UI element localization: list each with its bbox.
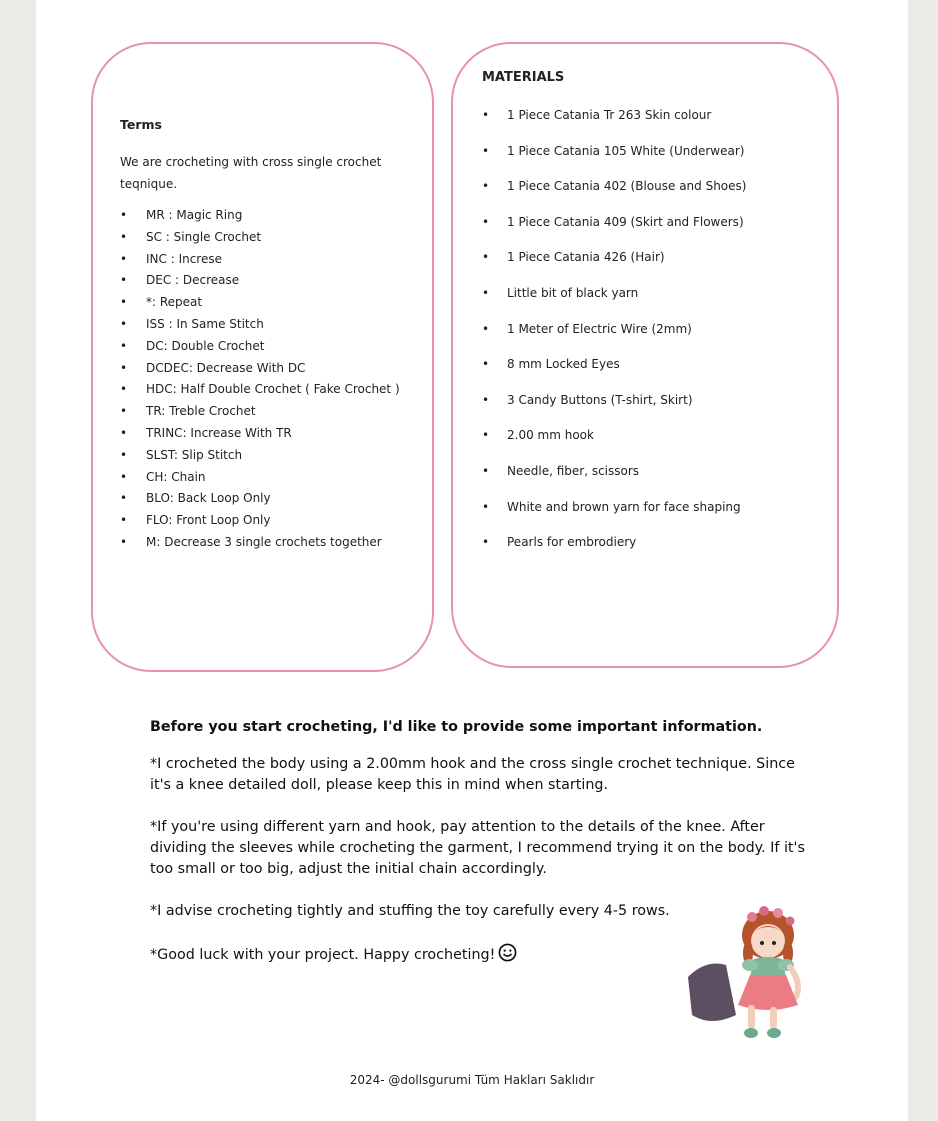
materials-item: • Needle, fiber, scissors [482, 460, 746, 496]
terms-item: • SLST: Slip Stitch [120, 444, 400, 466]
terms-title: Terms [120, 117, 162, 132]
materials-item: • 1 Meter of Electric Wire (2mm) [482, 318, 746, 354]
terms-item: • ISS : In Same Stitch [120, 313, 400, 335]
materials-box [451, 42, 839, 668]
materials-item: • 1 Piece Catania Tr 263 Skin colour [482, 104, 746, 140]
materials-list [482, 104, 746, 567]
terms-item: • CH: Chain [120, 466, 400, 488]
materials-item: • 1 Piece Catania 402 (Blouse and Shoes) [482, 175, 746, 211]
terms-item: • *: Repeat [120, 291, 400, 313]
terms-item: • FLO: Front Loop Only [120, 509, 400, 531]
smiley-icon [498, 943, 517, 969]
terms-item: • M: Decrease 3 single crochets together [120, 531, 400, 553]
info-heading: Before you start crocheting, I'd like to provide some important information. [150, 719, 763, 735]
materials-item: • Little bit of black yarn [482, 282, 746, 318]
materials-title: MATERIALS [482, 70, 565, 85]
materials-item: • 3 Candy Buttons (T-shirt, Skirt) [482, 389, 746, 425]
document-page [36, 0, 908, 1121]
materials-item: • 1 Piece Catania 105 White (Underwear) [482, 140, 746, 176]
terms-intro: We are crocheting with cross single crochet teqnique. [120, 155, 382, 191]
good-luck-text: *Good luck with your project. Happy crocheting! [150, 947, 496, 963]
terms-item: • BLO: Back Loop Only [120, 487, 400, 509]
materials-item: • 8 mm Locked Eyes [482, 353, 746, 389]
info-paragraph-hook: *I crocheted the body using a 2.00mm hook and the cross single crochet technique. Since it's a knee detailed doll, please keep this in mind when starting. [150, 756, 795, 793]
terms-item: • TRINC: Increase With TR [120, 422, 400, 444]
terms-box [91, 42, 434, 672]
materials-item: • 1 Piece Catania 426 (Hair) [482, 246, 746, 282]
terms-item: • TR: Treble Crochet [120, 400, 400, 422]
terms-item: • DC: Double Crochet [120, 335, 400, 357]
terms-item: • DCDEC: Decrease With DC [120, 357, 400, 379]
doll-illustration [686, 905, 806, 1045]
materials-item: • Pearls for embrodiery [482, 531, 746, 567]
materials-item: • 1 Piece Catania 409 (Skirt and Flowers) [482, 211, 746, 247]
info-paragraph-tightly: *I advise crocheting tightly and stuffing the toy carefully every 4-5 rows. [150, 903, 670, 919]
materials-item: • 2.00 mm hook [482, 424, 746, 460]
footer-copyright: 2024- @dollsgurumi Tüm Hakları Saklıdır [349, 1073, 595, 1087]
terms-item: • SC : Single Crochet [120, 226, 400, 248]
terms-list [120, 204, 400, 553]
terms-item: • HDC: Half Double Crochet ( Fake Crochet ) [120, 378, 400, 400]
terms-item: • DEC : Decrease [120, 269, 400, 291]
materials-item: • White and brown yarn for face shaping [482, 496, 746, 532]
terms-item: • MR : Magic Ring [120, 204, 400, 226]
info-paragraph-yarn: *If you're using different yarn and hook, pay attention to the details of the knee. After dividing the sleeves while crocheting the garment, I recommend trying it on the body. If it's too small or too big, adjust the initial chain accordingly. [150, 819, 805, 877]
terms-item: • INC : Increse [120, 248, 400, 270]
